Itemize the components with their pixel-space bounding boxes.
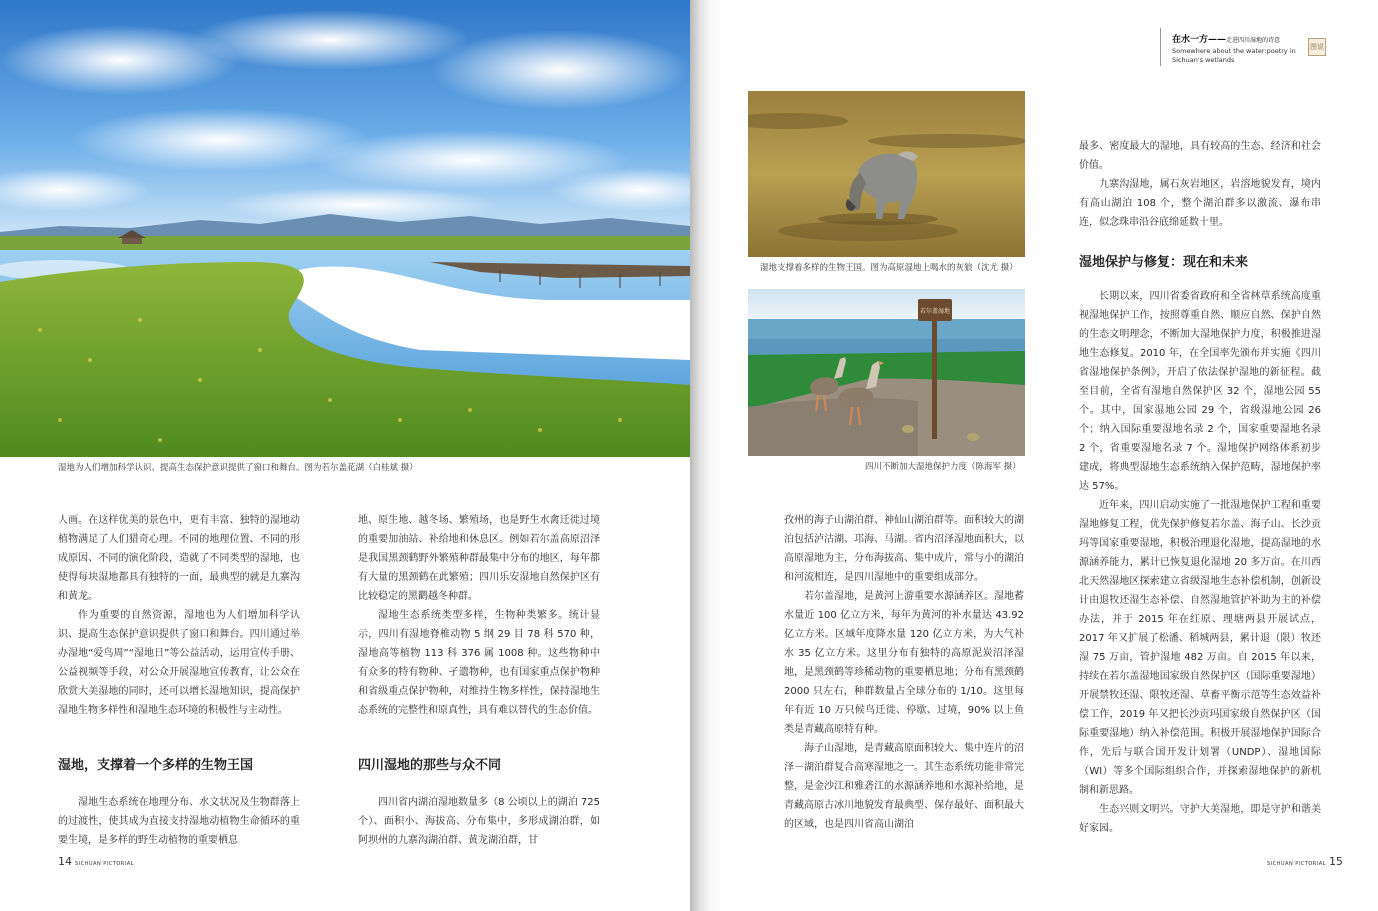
column-2-continued (358, 793, 600, 850)
page-number-right: 15 (1328, 855, 1343, 868)
geese-illustration (748, 289, 1025, 456)
heading-protection: 湿地保护与修复：现在和未来 (1079, 255, 1249, 270)
col4-para-1: 最多、密度最大的湿地，具有较高的生态、经济和社会价值。 (1079, 141, 1321, 171)
col2-para-3: 四川省内湖泊湿地数量多（8 公顷以上的湖泊 725 个）、面积小、海拔高、分布集中，多形成湖泊群，如阿坝州的九寨沟湖泊群、黄龙湖泊群，甘 (358, 797, 600, 846)
sign-text: 若尔盖湿地 (919, 308, 951, 315)
column-1-continued (58, 793, 300, 850)
col1-para-3: 湿地生态系统在地理分布、水文状况及生物群落上的过渡性，使其成为直接支持湿地动植物生命循环的重要生境，是多样的野生动植物的重要栖息 (58, 797, 300, 846)
col2-para-2: 湿地生态系统类型多样，生物种类繁多。统计显示，四川有湿地脊椎动物 5 纲 29 目 78 科 570 种，湿地高等植物 113 科 376 属 1008 种。这些物种中有众多的特有物种、孑遗物种，也有国家重点保护物种和省级重点保护物种，对维持生物多样性，保持湿地生态系统的完整性和原真性，具有难以替代的生态价值。 (358, 610, 600, 716)
magazine-name-right: SICHUAN PICTORIAL (1267, 861, 1326, 867)
hero-caption: 湿地为人们增加科学认识、提高生态保护意识提供了窗口和舞台。图为若尔盖花湖（白桂斌 摄） (58, 463, 418, 473)
running-head-rule (1160, 28, 1161, 66)
geese-caption: 四川不断加大湿地保护力度（陈海军 摄） (865, 462, 1021, 472)
col4-para-4: 近年来，四川启动实施了一批湿地保护工程和重要湿地修复工程，优先保护修复若尔盖、海子山、长沙贡玛等国家重要湿地，积极治理退化湿地，提高湿地的水源涵养能力，累计已恢复退化湿地 20 多万亩。在川西北天然湿地区探索建立省级湿地生态补偿机制，创新设计由退牧还湿生态补偿、自然湿地管护补助为主的补偿办法，并于 2015 年在红原、理塘两县开展试点，2017 年又扩展了松潘、稻城两县，累计退（限）牧还湿 75 万亩，管护湿地 482 万亩。自 2015 年以来，持续在若尔盖湿地国家级自然保护区（国际重要湿地）开展禁牧还湿、限牧还湿、草畜平衡示范等生态效益补偿工作，2019 年又把长沙贡玛国家级自然保护区（国际重要湿地）纳入补偿范围。积极开展湿地保护国际合作，先后与联合国开发计划署（UNDP）、湿地国际（WI）等多个国际组织合作，并探索湿地保护的新机制和新思路。 (1079, 500, 1321, 796)
photo-wolf (748, 91, 1025, 257)
photo-geese (748, 289, 1025, 456)
column-1 (58, 511, 300, 720)
spine-gutter (690, 0, 724, 911)
running-head-en: Somewhere about the water:poetry in Sichuan's wetlands (1172, 47, 1296, 64)
heading-sichuan-wetlands: 四川湿地的那些与众不同 (358, 758, 502, 773)
col1-para-1: 人画。在这样优美的景色中，更有丰富、独特的湿地动植物满足了人们猎奇心理。不同的地理位置、不同的形成原因、不同的演化阶段，造就了不同类型的湿地，也使得每块湿地都具有独特的一面，最典型的就是九寨沟和黄龙。 (58, 515, 300, 602)
section-tag: 图说 (1308, 38, 1326, 56)
col3-para-3: 海子山湿地，是青藏高原面积较大、集中连片的沼泽－湖泊群复合高寒湿地之一。其生态系统功能非常完整，是金沙江和雅砻江的水源涵养地和水源补给地，是青藏高原古冰川地貌发育最典型、保存最好、面积最大的区域，也是四川省高山湖泊 (784, 743, 1024, 830)
col1-para-2: 作为重要的自然资源，湿地也为人们增加科学认识、提高生态保护意识提供了窗口和舞台。四川通过举办湿地“爱鸟周”“湿地日”等公益活动，运用宣传手册、公益视频等手段，对公众开展湿地宣传教育，让公众在欣赏大美湿地的同时，还可以增长湿地知识，提高保护湿地生物多样性和湿地生态环境的积极性与主动性。 (58, 610, 300, 716)
folio-right (1264, 855, 1343, 868)
running-head-sub: 走进四川湿地的诗意 (1226, 37, 1281, 44)
column-2 (358, 511, 600, 720)
column-4 (1079, 137, 1321, 232)
running-head-zh (1172, 32, 1302, 45)
col4-para-2: 九寨沟湿地，属石灰岩地区，岩溶地貌发育，境内有高山湖泊 108 个，整个湖泊群多以激流、瀑布串连，似念珠串沿谷底绵延数十里。 (1079, 179, 1321, 228)
wetland-lake-illustration (0, 0, 690, 457)
column-3 (784, 511, 1024, 834)
column-4-continued (1079, 287, 1321, 838)
col2-para-1: 地、原生地、越冬场、繁殖场，也是野生水禽迁徙过境的重要加油站、补给地和休息区。例如若尔盖高原沼泽是我国黑颈鹤野外繁殖种群最集中分布的地区，每年都有大量的黑颈鹤在此繁殖；四川乐安湿地自然保护区有比较稳定的黑鹳越冬种群。 (358, 515, 600, 602)
page-number-left: 14 (58, 855, 72, 868)
running-head-main: 在水一方—— (1172, 35, 1227, 45)
col3-para-2: 若尔盖湿地，是黄河上游重要水源涵养区。湿地蓄水量近 100 亿立方米，每年为黄河的补水量达 43.92 亿立方米。区域年度降水量 120 亿立方米，为大气补水 35 亿立方米。这里分布有独特的高原泥炭沼泽湿地，是黑颈鹤等珍稀动物的重要栖息地；分布有黑颈鹤 2000 只左右，种群数量占全球分布的 1/10。这里每年有近 10 万只候鸟迁徙、停歇、过境，90% 以上鱼类是青藏高原特有种。 (784, 591, 1024, 735)
wolf-illustration (748, 91, 1025, 257)
magazine-name-left: SICHUAN PICTORIAL (75, 861, 134, 867)
col4-para-3: 长期以来，四川省委省政府和全省林草系统高度重视湿地保护工作，按照尊重自然、顺应自然、保护自然的生态文明理念，不断加大湿地保护力度，积极推进湿地生态修复。2010 年，在全国率先颁布并实施《四川省湿地保护条例》，开启了依法保护湿地的新征程。截至目前，全省有湿地自然保护区 32 个，湿地公园 55 个。其中，国家湿地公园 29 个，省级湿地公园 26 个；纳入国际重要湿地名录 2 个，国家重要湿地名录 2 个，省重要湿地名录 7 个。湿地保护网络体系初步建成，将典型湿地生态系统纳入保护范畴，湿地保护率达 57%。 (1079, 291, 1321, 492)
col4-para-5: 生态兴则文明兴。守护大美湿地，即是守护和谐美好家园。 (1079, 804, 1321, 834)
folio-left (58, 855, 137, 868)
wolf-caption: 湿地支撑着多样的生物王国。图为高原湿地上喝水的灰狼（沈尤 摄） (760, 263, 1018, 273)
col3-para-1: 孜州的海子山湖泊群、神仙山湖泊群等。面积较大的湖泊包括泸沽湖、邛海、马湖。省内沼泽湿地面积大，以高原湿地为主，分布海拔高、集中成片，常与小的湖泊和河流相连，是四川湿地中的重要组成部分。 (784, 515, 1024, 583)
heading-biodiversity: 湿地，支撑着一个多样的生物王国 (58, 758, 254, 773)
hero-photo-lake (0, 0, 690, 457)
running-head (1172, 32, 1302, 65)
